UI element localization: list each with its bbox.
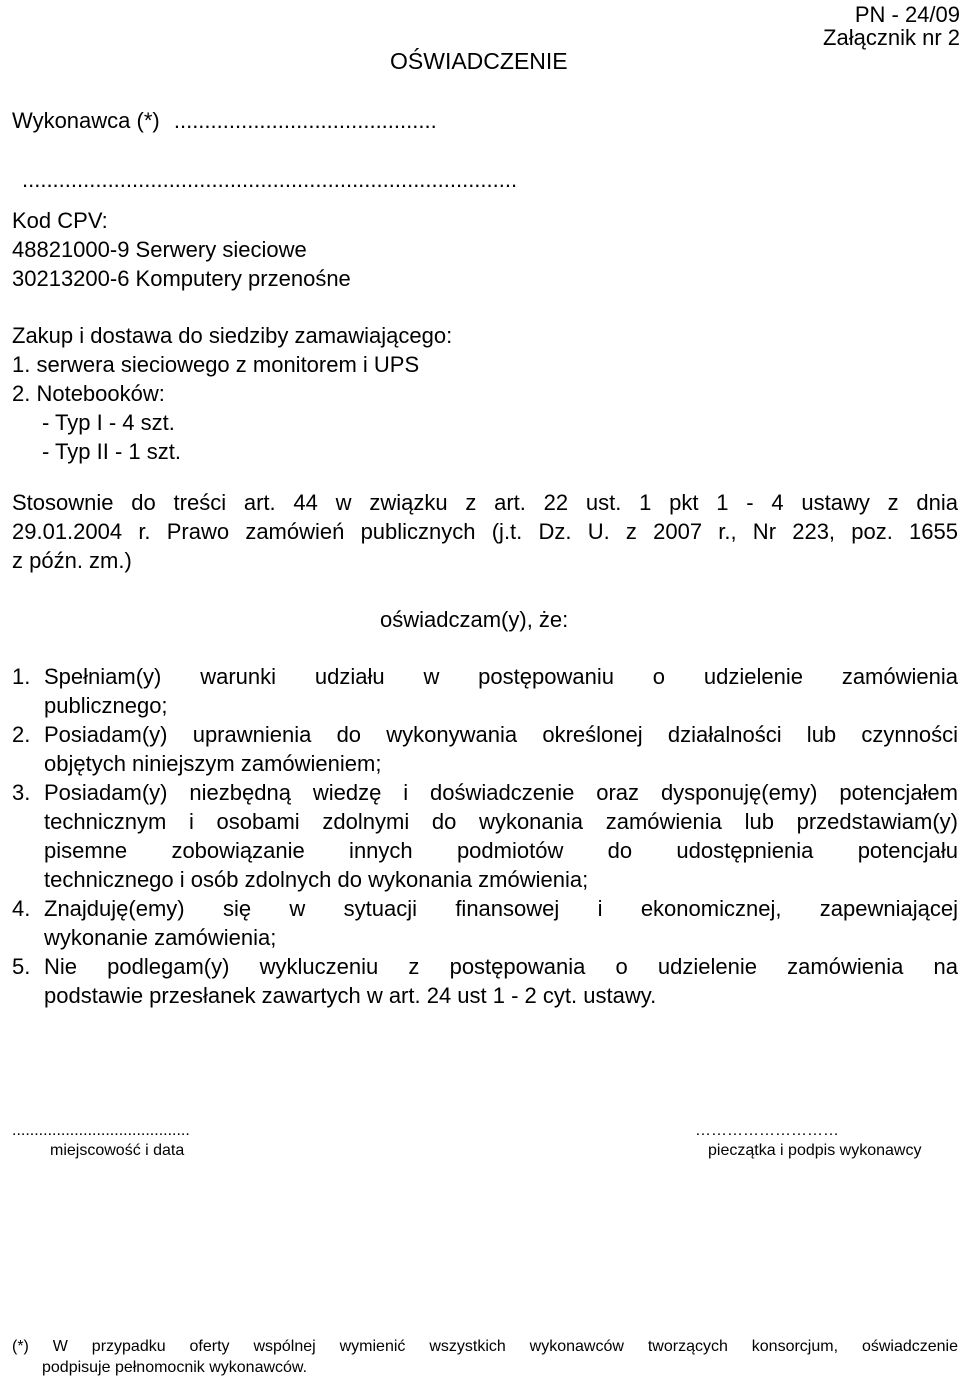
statement-3 (12, 778, 958, 894)
statement-line: pisemne zobowiązanie innych podmiotów do udostępnienia potencjału (44, 838, 958, 863)
attachment-number: Załącznik nr 2 (823, 25, 960, 50)
scope-subitem: - Typ I - 4 szt. (42, 410, 175, 435)
statement-line: Posiadam(y) niezbędną wiedzę i doświadczenie oraz dysponuję(emy) potencjałem (44, 780, 958, 805)
declaration-heading: oświadczam(y), że: (380, 607, 569, 632)
statement-number: 3. (12, 780, 31, 805)
place-date-label: miejscowość i data (50, 1142, 185, 1159)
statement-line: publicznego; (44, 693, 168, 718)
statement-line: Spełniam(y) warunki udziału w postępowaniu o udzielenie zamówienia (44, 664, 958, 689)
footnote-line: podpisuje pełnomocnik wykonawców. (42, 1359, 308, 1376)
statement-line: technicznym i osobami zdolnymi do wykonania zamówienia lub przedstawiam(y) (44, 809, 958, 834)
scope-subitem: - Typ II - 1 szt. (42, 439, 181, 464)
statement-line: wykonanie zamówienia; (44, 925, 277, 950)
legal-basis-line: z późn. zm.) (12, 548, 132, 573)
document-title: OŚWIADCZENIE (390, 48, 568, 74)
signature-dots: ……………………… (695, 1122, 839, 1139)
statement-line: Nie podlegam(y) wykluczeniu z postępowania o udzielenie zamówienia na (44, 954, 958, 979)
contractor-dots-line2: ................................................................................. (22, 167, 518, 192)
statement-line: Posiadam(y) uprawnienia do wykonywania określonej działalności lub czynności (44, 722, 958, 747)
statement-number: 2. (12, 722, 31, 747)
contractor-dots: ........................................... (173, 108, 437, 133)
cpv-item: 30213200-6 Komputery przenośne (12, 266, 351, 291)
statement-4 (12, 894, 958, 952)
statement-number: 4. (12, 896, 31, 921)
statement-line: podstawie przesłanek zawartych w art. 24 ust 1 - 2 cyt. ustawy. (44, 983, 657, 1008)
scope-intro: Zakup i dostawa do siedziby zamawiającego: (12, 323, 453, 348)
legal-basis-line: Stosownie do treści art. 44 w związku z art. 22 ust. 1 pkt 1 - 4 ustawy z dnia (12, 490, 958, 515)
statement-1 (12, 662, 958, 720)
statement-number: 5. (12, 954, 31, 979)
scope-item: 1. serwera sieciowego z monitorem i UPS (12, 352, 420, 377)
cpv-item: 48821000-9 Serwery sieciowe (12, 237, 307, 262)
footnote-line: (*) W przypadku oferty wspólnej wymienić wszystkich wykonawców tworzących konsorcjum, oświadczenie (12, 1338, 958, 1355)
statement-number: 1. (12, 664, 31, 689)
contractor-label: Wykonawca (*) (12, 108, 160, 133)
signature-label: pieczątka i podpis wykonawcy (708, 1142, 922, 1159)
contractor-line (12, 106, 437, 135)
statement-2 (12, 720, 958, 778)
cpv-label: Kod CPV: (12, 208, 108, 233)
statement-line: Znajduję(emy) się w sytuacji finansowej i ekonomicznej, zapewniającej (44, 896, 958, 921)
legal-basis-line: 29.01.2004 r. Prawo zamówień publicznych (j.t. Dz. U. z 2007 r., Nr 223, poz. 1655 (12, 519, 958, 544)
scope-item: 2. Notebooków: (12, 381, 165, 406)
place-date-dots: ........................................ (12, 1122, 190, 1139)
statement-line: technicznego i osób zdolnych do wykonania zmówienia; (44, 867, 589, 892)
statement-line: objętych niniejszym zamówieniem; (44, 751, 382, 776)
statement-5 (12, 952, 958, 1010)
document-reference: PN - 24/09 (854, 2, 960, 27)
